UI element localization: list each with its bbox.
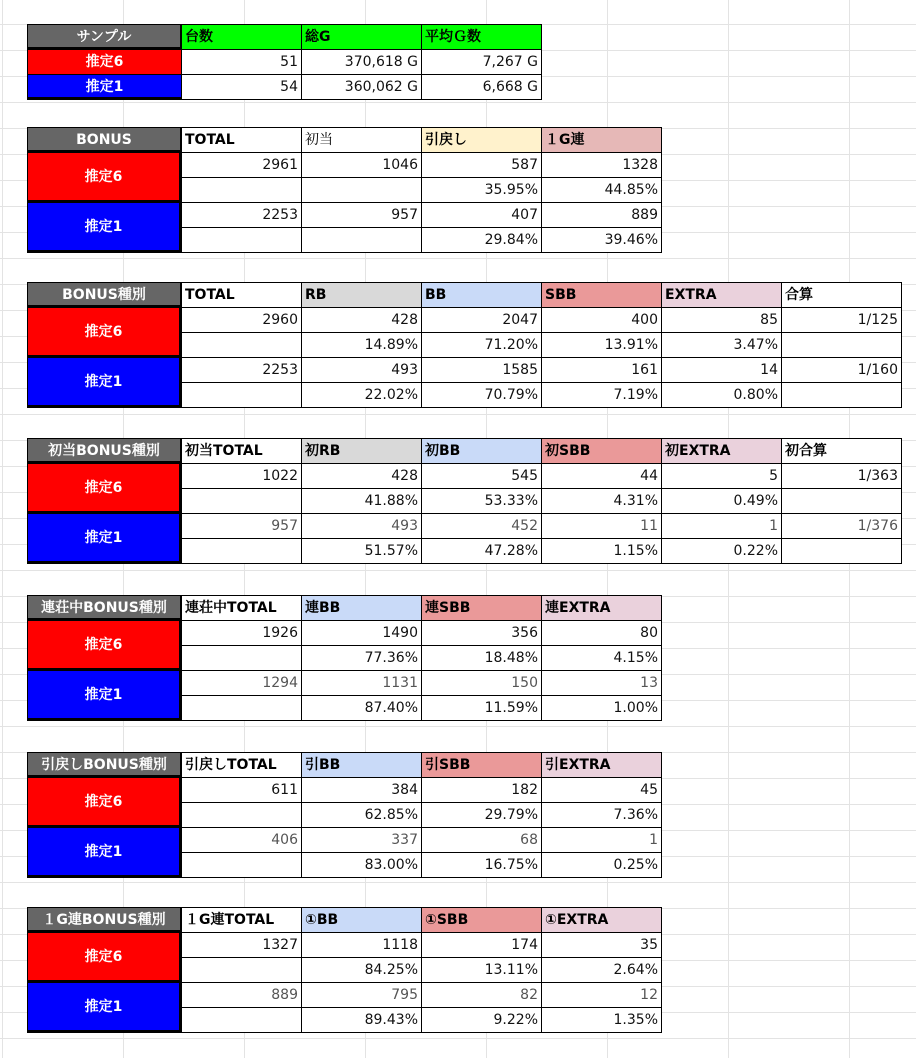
header-cell[interactable]: ①SBB [421, 907, 542, 933]
count-cell[interactable]: 1131 [301, 670, 422, 696]
header-cell[interactable]: TOTAL [181, 127, 302, 153]
pct-cell[interactable] [181, 227, 302, 253]
pct-cell[interactable]: 9.22% [421, 1007, 542, 1033]
section-title[interactable]: 初当BONUS種別 [27, 438, 182, 464]
count-cell[interactable]: 174 [421, 932, 542, 958]
pct-cell[interactable]: 18.48% [421, 645, 542, 671]
table-row-group [27, 983, 662, 1033]
pct-cell[interactable]: 13.91% [541, 332, 662, 358]
bonus-table [27, 128, 662, 253]
row-label-1[interactable]: 推定1 [27, 357, 182, 408]
pct-cell[interactable]: 7.36% [541, 802, 662, 828]
count-cell[interactable]: 1 [541, 827, 662, 853]
count-cell[interactable]: 2960 [181, 307, 302, 333]
count-cell[interactable]: 1926 [181, 620, 302, 646]
pct-cell[interactable]: 53.33% [421, 488, 542, 514]
header-row [27, 25, 542, 50]
count-cell[interactable]: 1/363 [781, 463, 902, 489]
count-cell[interactable]: 889 [541, 202, 662, 228]
count-cell[interactable]: 1 [661, 513, 782, 539]
pct-cell[interactable] [781, 538, 902, 564]
count-cell[interactable]: 957 [181, 513, 302, 539]
row-label-1[interactable]: 推定1 [27, 982, 182, 1033]
header-cell[interactable]: EXTRA [661, 282, 782, 308]
pct-cell[interactable]: 84.25% [301, 957, 422, 983]
count-cell[interactable]: 428 [301, 307, 422, 333]
pct-cell[interactable] [181, 488, 302, 514]
count-cell[interactable]: 85 [661, 307, 782, 333]
header-cell[interactable]: 平均Ｇ数 [421, 24, 542, 50]
count-cell[interactable]: 587 [421, 152, 542, 178]
header-row [27, 128, 662, 153]
header-cell[interactable]: 初当TOTAL [181, 438, 302, 464]
pct-cell[interactable]: 83.00% [301, 852, 422, 878]
data-cell[interactable]: 7,267 G [421, 49, 542, 75]
header-cell[interactable]: 初BB [421, 438, 542, 464]
row-label-6[interactable]: 推定6 [27, 620, 182, 671]
data-cell[interactable]: 370,618 G [301, 49, 422, 75]
pct-cell[interactable]: 13.11% [421, 957, 542, 983]
pct-cell[interactable]: 14.89% [301, 332, 422, 358]
table-row-group [27, 778, 662, 828]
pct-cell[interactable]: 0.49% [661, 488, 782, 514]
count-cell[interactable]: 2253 [181, 202, 302, 228]
pct-cell[interactable]: 44.85% [541, 177, 662, 203]
pct-cell[interactable]: 0.80% [661, 382, 782, 408]
first-hit-type-table [27, 439, 902, 564]
count-cell[interactable]: 1585 [421, 357, 542, 383]
count-cell[interactable]: 1328 [541, 152, 662, 178]
header-cell[interactable]: １G連 [541, 127, 662, 153]
count-cell[interactable]: 2047 [421, 307, 542, 333]
pct-cell[interactable]: 39.46% [541, 227, 662, 253]
count-cell[interactable]: 428 [301, 463, 422, 489]
count-cell[interactable]: 1327 [181, 932, 302, 958]
count-cell[interactable]: 1/376 [781, 513, 902, 539]
header-cell[interactable]: 台数 [181, 24, 302, 50]
header-cell[interactable]: 引戻し [421, 127, 542, 153]
pct-cell[interactable] [301, 177, 422, 203]
count-cell[interactable]: 45 [541, 777, 662, 803]
count-cell[interactable]: 80 [541, 620, 662, 646]
count-cell[interactable]: 493 [301, 513, 422, 539]
count-cell[interactable]: 400 [541, 307, 662, 333]
section-title[interactable]: BONUS種別 [27, 282, 182, 308]
count-cell[interactable]: 545 [421, 463, 542, 489]
count-cell[interactable]: 795 [301, 982, 422, 1008]
pct-cell[interactable] [181, 852, 302, 878]
pct-cell[interactable]: 47.28% [421, 538, 542, 564]
table-row-group [27, 308, 902, 358]
row-label-6[interactable]: 推定6 [27, 49, 182, 75]
count-cell[interactable]: 407 [421, 202, 542, 228]
count-cell[interactable]: 182 [421, 777, 542, 803]
pct-cell[interactable]: 35.95% [421, 177, 542, 203]
count-cell[interactable]: 11 [541, 513, 662, 539]
count-cell[interactable]: 406 [181, 827, 302, 853]
data-cell[interactable]: 6,668 G [421, 74, 542, 100]
table-row-group [27, 671, 662, 721]
count-cell[interactable]: 1490 [301, 620, 422, 646]
table-row-group [27, 358, 902, 408]
row-label-6[interactable]: 推定6 [27, 307, 182, 358]
count-cell[interactable]: 1/125 [781, 307, 902, 333]
count-cell[interactable]: 493 [301, 357, 422, 383]
pct-cell[interactable] [181, 332, 302, 358]
pct-cell[interactable]: 1.15% [541, 538, 662, 564]
pct-cell[interactable]: 70.79% [421, 382, 542, 408]
pct-cell[interactable]: 89.43% [301, 1007, 422, 1033]
count-cell[interactable]: 44 [541, 463, 662, 489]
section-title[interactable]: サンプル [27, 24, 182, 50]
pct-cell[interactable] [181, 177, 302, 203]
data-cell[interactable]: 360,062 G [301, 74, 422, 100]
bonus-type-table [27, 283, 902, 408]
section-title[interactable]: １G連BONUS種別 [27, 907, 182, 933]
count-cell[interactable]: 1294 [181, 670, 302, 696]
count-cell[interactable]: 1046 [301, 152, 422, 178]
chain-type-table [27, 596, 662, 721]
pct-cell[interactable]: 41.88% [301, 488, 422, 514]
header-cell[interactable]: TOTAL [181, 282, 302, 308]
table-row-group [27, 933, 662, 983]
pct-cell[interactable]: 16.75% [421, 852, 542, 878]
count-cell[interactable]: 13 [541, 670, 662, 696]
pct-cell[interactable] [781, 382, 902, 408]
row-label-6[interactable]: 推定6 [27, 463, 182, 514]
pct-cell[interactable]: 3.47% [661, 332, 782, 358]
row-label-1[interactable]: 推定1 [27, 827, 182, 878]
pct-cell[interactable]: 71.20% [421, 332, 542, 358]
header-cell[interactable]: ①EXTRA [541, 907, 662, 933]
header-cell[interactable]: RB [301, 282, 422, 308]
table-row-group [27, 514, 902, 564]
pct-cell[interactable] [181, 802, 302, 828]
sample-table [27, 25, 542, 100]
count-cell[interactable]: 14 [661, 357, 782, 383]
count-cell[interactable]: 337 [301, 827, 422, 853]
pct-cell[interactable] [181, 538, 302, 564]
count-cell[interactable]: 889 [181, 982, 302, 1008]
section-title[interactable]: 連荘中BONUS種別 [27, 595, 182, 621]
header-cell[interactable]: SBB [541, 282, 662, 308]
pct-cell[interactable]: 0.22% [661, 538, 782, 564]
table-row [27, 50, 542, 75]
pct-cell[interactable]: 62.85% [301, 802, 422, 828]
header-cell[interactable]: 連BB [301, 595, 422, 621]
header-cell[interactable]: 連SBB [421, 595, 542, 621]
header-cell[interactable]: 引SBB [421, 752, 542, 778]
row-label-1[interactable]: 推定1 [27, 202, 182, 253]
count-cell[interactable]: 35 [541, 932, 662, 958]
count-cell[interactable]: 150 [421, 670, 542, 696]
header-cell[interactable]: BB [421, 282, 542, 308]
pct-cell[interactable] [781, 488, 902, 514]
count-cell[interactable]: 1118 [301, 932, 422, 958]
count-cell[interactable]: 957 [301, 202, 422, 228]
count-cell[interactable]: 5 [661, 463, 782, 489]
table-row-group [27, 153, 662, 203]
count-cell[interactable]: 2961 [181, 152, 302, 178]
header-row [27, 753, 662, 778]
header-cell[interactable]: 初EXTRA [661, 438, 782, 464]
pct-cell[interactable] [181, 957, 302, 983]
pct-cell[interactable] [181, 382, 302, 408]
count-cell[interactable]: 452 [421, 513, 542, 539]
header-cell[interactable]: 連荘中TOTAL [181, 595, 302, 621]
header-cell[interactable]: 連EXTRA [541, 595, 662, 621]
table-row-group [27, 464, 902, 514]
count-cell[interactable]: 1/160 [781, 357, 902, 383]
pct-cell[interactable]: 51.57% [301, 538, 422, 564]
pct-cell[interactable]: 1.00% [541, 695, 662, 721]
data-cell[interactable]: 54 [181, 74, 302, 100]
table-row-group [27, 828, 662, 878]
header-cell[interactable]: 引戻しTOTAL [181, 752, 302, 778]
section-title[interactable]: 引戻しBONUS種別 [27, 752, 182, 778]
header-cell[interactable]: 初当 [301, 127, 422, 153]
header-cell[interactable]: １G連TOTAL [181, 907, 302, 933]
count-cell[interactable]: 2253 [181, 357, 302, 383]
data-cell[interactable]: 51 [181, 49, 302, 75]
row-label-6[interactable]: 推定6 [27, 152, 182, 203]
pct-cell[interactable]: 4.31% [541, 488, 662, 514]
pct-cell[interactable]: 1.35% [541, 1007, 662, 1033]
header-cell[interactable]: 初SBB [541, 438, 662, 464]
pct-cell[interactable]: 0.25% [541, 852, 662, 878]
pct-cell[interactable] [301, 227, 422, 253]
pct-cell[interactable] [181, 695, 302, 721]
count-cell[interactable]: 12 [541, 982, 662, 1008]
pct-cell[interactable]: 7.19% [541, 382, 662, 408]
header-cell[interactable]: ①BB [301, 907, 422, 933]
row-label-6[interactable]: 推定6 [27, 932, 182, 983]
row-label-1[interactable]: 推定1 [27, 670, 182, 721]
header-cell[interactable]: 総G [301, 24, 422, 50]
row-label-6[interactable]: 推定6 [27, 777, 182, 828]
header-row [27, 596, 662, 621]
pct-cell[interactable] [181, 1007, 302, 1033]
pct-cell[interactable]: 29.79% [421, 802, 542, 828]
header-cell[interactable]: 引EXTRA [541, 752, 662, 778]
header-cell[interactable]: 初RB [301, 438, 422, 464]
pct-cell[interactable]: 77.36% [301, 645, 422, 671]
one-g-chain-type-table [27, 908, 662, 1033]
pct-cell[interactable]: 2.64% [541, 957, 662, 983]
count-cell[interactable]: 356 [421, 620, 542, 646]
pct-cell[interactable]: 87.40% [301, 695, 422, 721]
count-cell[interactable]: 82 [421, 982, 542, 1008]
section-title[interactable]: BONUS [27, 127, 182, 153]
table-row-group [27, 203, 662, 253]
count-cell[interactable]: 68 [421, 827, 542, 853]
pct-cell[interactable] [181, 645, 302, 671]
pullback-type-table [27, 753, 662, 878]
row-label-1[interactable]: 推定1 [27, 74, 182, 100]
header-row [27, 283, 902, 308]
table-row [27, 75, 542, 100]
pct-cell[interactable]: 11.59% [421, 695, 542, 721]
pct-cell[interactable]: 29.84% [421, 227, 542, 253]
count-cell[interactable]: 1022 [181, 463, 302, 489]
row-label-1[interactable]: 推定1 [27, 513, 182, 564]
pct-cell[interactable] [781, 332, 902, 358]
count-cell[interactable]: 384 [301, 777, 422, 803]
pct-cell[interactable]: 22.02% [301, 382, 422, 408]
header-cell[interactable]: 合算 [781, 282, 902, 308]
header-row [27, 908, 662, 933]
count-cell[interactable]: 611 [181, 777, 302, 803]
header-cell[interactable]: 初合算 [781, 438, 902, 464]
header-row [27, 439, 902, 464]
pct-cell[interactable]: 4.15% [541, 645, 662, 671]
header-cell[interactable]: 引BB [301, 752, 422, 778]
table-row-group [27, 621, 662, 671]
count-cell[interactable]: 161 [541, 357, 662, 383]
